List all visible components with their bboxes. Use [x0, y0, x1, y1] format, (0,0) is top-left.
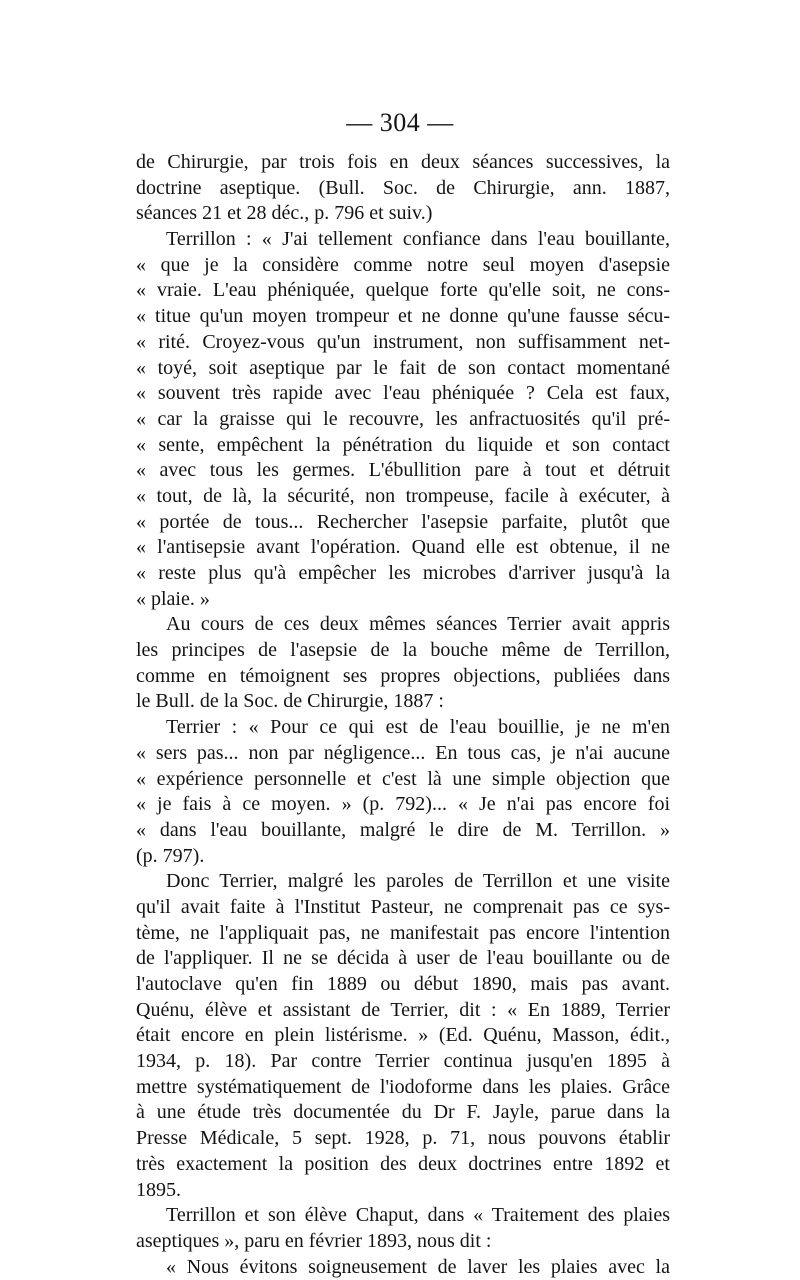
text-line: le Bull. de la Soc. de Chirurgie, 1887 : — [136, 690, 444, 713]
text-line: « titue qu'un moyen trompeur et ne donne qu'une fausse sécu- — [136, 305, 670, 328]
text-line: « que je la considère comme notre seul moyen d'asepsie — [136, 253, 670, 276]
text-line: les principes de l'asepsie de la bouche même de Terrillon, — [136, 639, 670, 662]
text-line: Terrillon et son élève Chaput, dans « Traitement des plaies — [166, 1204, 670, 1227]
text-line: « plaie. » — [136, 587, 210, 610]
text-line: « car la graisse qui le recouvre, les anfractuosités qu'il pré- — [136, 407, 670, 430]
text-line: Donc Terrier, malgré les paroles de Terrillon et une visite — [166, 870, 670, 893]
text-line: Terrier : « Pour ce qui est de l'eau bouillie, je ne m'en — [166, 716, 670, 739]
text-line: l'autoclave qu'en fin 1889 ou début 1890, mais pas avant. — [136, 973, 670, 995]
text-line: « reste plus qu'à empêcher les microbes d'arriver jusqu'à la — [136, 562, 670, 584]
text-line: tème, ne l'appliquait pas, ne manifestait pas encore l'intention — [136, 921, 670, 944]
text-line: « tout, de là, la sécurité, non trompeuse, facile à exécuter, à — [136, 484, 670, 507]
text-line: « Nous évitons soigneusement de laver les plaies avec la — [166, 1255, 670, 1278]
text-line: « expérience personnelle et c'est là une simple objection que — [136, 767, 670, 790]
text-line: mettre systématiquement de l'iodoforme dans les plaies. Grâce — [136, 1075, 670, 1098]
text-line: Quénu, élève et assistant de Terrier, dit : « En 1889, Terrier — [136, 998, 670, 1021]
text-line: Presse Médicale, 5 sept. 1928, p. 71, nous pouvons établir — [136, 1127, 670, 1150]
text-line: « dans l'eau bouillante, malgré le dire de M. Terrillon. » — [136, 818, 670, 841]
page-number: — 304 — — [346, 108, 454, 137]
text-line: « vraie. L'eau phéniquée, quelque forte qu'elle soit, ne cons- — [136, 279, 670, 302]
text-line: aseptiques », paru en février 1893, nous dit : — [136, 1229, 492, 1252]
text-line: « rité. Croyez-vous qu'un instrument, non suffisamment net- — [136, 330, 670, 353]
text-line: séances 21 et 28 déc., p. 796 et suiv.) — [136, 202, 433, 225]
text-line: à une étude très documentée du Dr F. Jayle, parue dans la — [136, 1101, 670, 1124]
text-line: « je fais à ce moyen. » (p. 792)... « Je n'ai pas encore foi — [136, 793, 670, 816]
text-line: « souvent très rapide avec l'eau phéniquée ? Cela est faux, — [136, 382, 670, 405]
text-line: qu'il avait faite à l'Institut Pasteur, ne comprenait pas ce sys- — [136, 895, 670, 918]
body-text — [136, 150, 670, 1280]
text-line: très exactement la position des deux doctrines entre 1892 et — [136, 1152, 670, 1175]
text-line: Terrillon : « J'ai tellement confiance dans l'eau bouillante, — [166, 228, 670, 251]
text-line: (p. 797). — [136, 844, 205, 867]
text-line: 1934, p. 18). Par contre Terrier continua jusqu'en 1895 à — [136, 1050, 670, 1073]
text-line: 1895. — [136, 1178, 181, 1201]
text-line: « l'antisepsie avant l'opération. Quand elle est obtenue, il ne — [136, 536, 670, 559]
text-line: de Chirurgie, par trois fois en deux séances successives, la — [136, 151, 670, 173]
text-line: « toyé, soit aseptique par le fait de son contact momentané — [136, 356, 670, 379]
text-line: « portée de tous... Rechercher l'asepsie parfaite, plutôt que — [136, 510, 670, 533]
text-line: « sente, empêchent la pénétration du liquide et son contact — [136, 433, 670, 456]
text-line: « sers pas... non par négligence... En tous cas, je n'ai aucune — [136, 741, 670, 764]
text-line: Au cours de ces deux mêmes séances Terrier avait appris — [166, 613, 670, 636]
text-line: de l'appliquer. Il ne se décida à user de l'eau bouillante ou de — [136, 947, 670, 970]
text-line: doctrine aseptique. (Bull. Soc. de Chirurgie, ann. 1887, — [136, 176, 670, 199]
text-line: était encore en plein listérisme. » (Ed. Quénu, Masson, édit., — [136, 1024, 670, 1047]
text-line: comme en témoignent ses propres objections, publiées dans — [136, 664, 670, 687]
text-line: « avec tous les germes. L'ébullition pare à tout et détruit — [136, 459, 670, 482]
